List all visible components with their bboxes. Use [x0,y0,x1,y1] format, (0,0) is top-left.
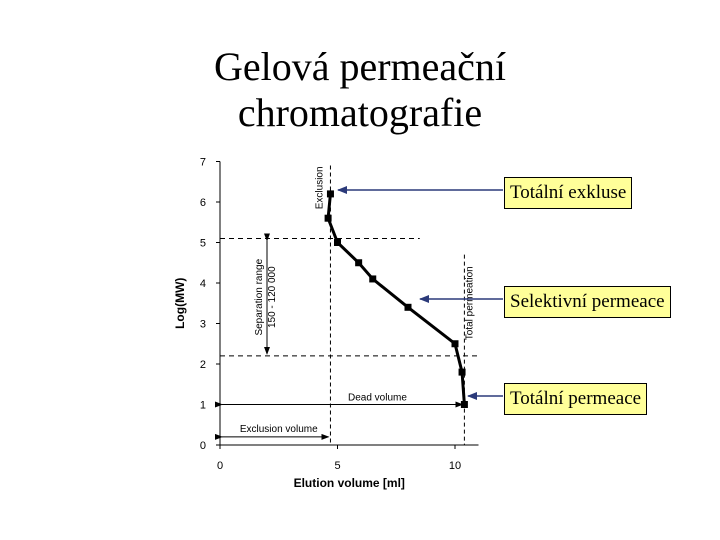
dead-volume-label: Dead volume [347,392,407,404]
title-line-1: Gelová permeační [213,44,507,89]
data-point [334,239,341,246]
data-point [461,401,468,408]
data-point [369,275,376,282]
y-axis-label: Log(MW) [173,277,187,329]
data-point [325,215,332,222]
data-point [355,259,362,266]
exclusion-volume-label: Exclusion volume [239,423,318,435]
x-tick-label: 5 [334,460,341,472]
y-tick-label: 7 [199,156,206,169]
data-point [405,304,412,311]
data-point [327,190,334,197]
y-tick-label: 4 [199,278,206,290]
callout-total-exclusion: Totální exkluse [504,177,632,209]
callout-arrows [338,190,503,396]
x-tick-label: 10 [448,460,462,472]
x-axis-label: Elution volume [ml] [293,476,405,490]
annotations [240,166,476,434]
y-tick-label: 1 [199,399,206,412]
y-tick-label: 6 [199,197,206,209]
separation-range-label: Separation range [254,258,265,336]
total-permeation-label: Total permeation [464,266,476,341]
separation-range-values-label: 150 - 120 000 [267,266,278,329]
callout-selective-permeation: Selektivní permeace [504,286,671,318]
y-tick-label: 5 [199,237,206,250]
y-tick-label: 2 [199,359,206,371]
y-tick-label: 0 [199,440,206,452]
callout-total-permeation: Totální permeace [504,383,647,415]
x-tick-label: 0 [216,460,224,472]
axes [173,157,479,491]
data-point [459,369,466,376]
y-tick-label: 3 [199,318,206,331]
exclusion-label: Exclusion [314,166,326,210]
data-point [452,340,459,347]
title-line-2: chromatografie [237,90,483,135]
